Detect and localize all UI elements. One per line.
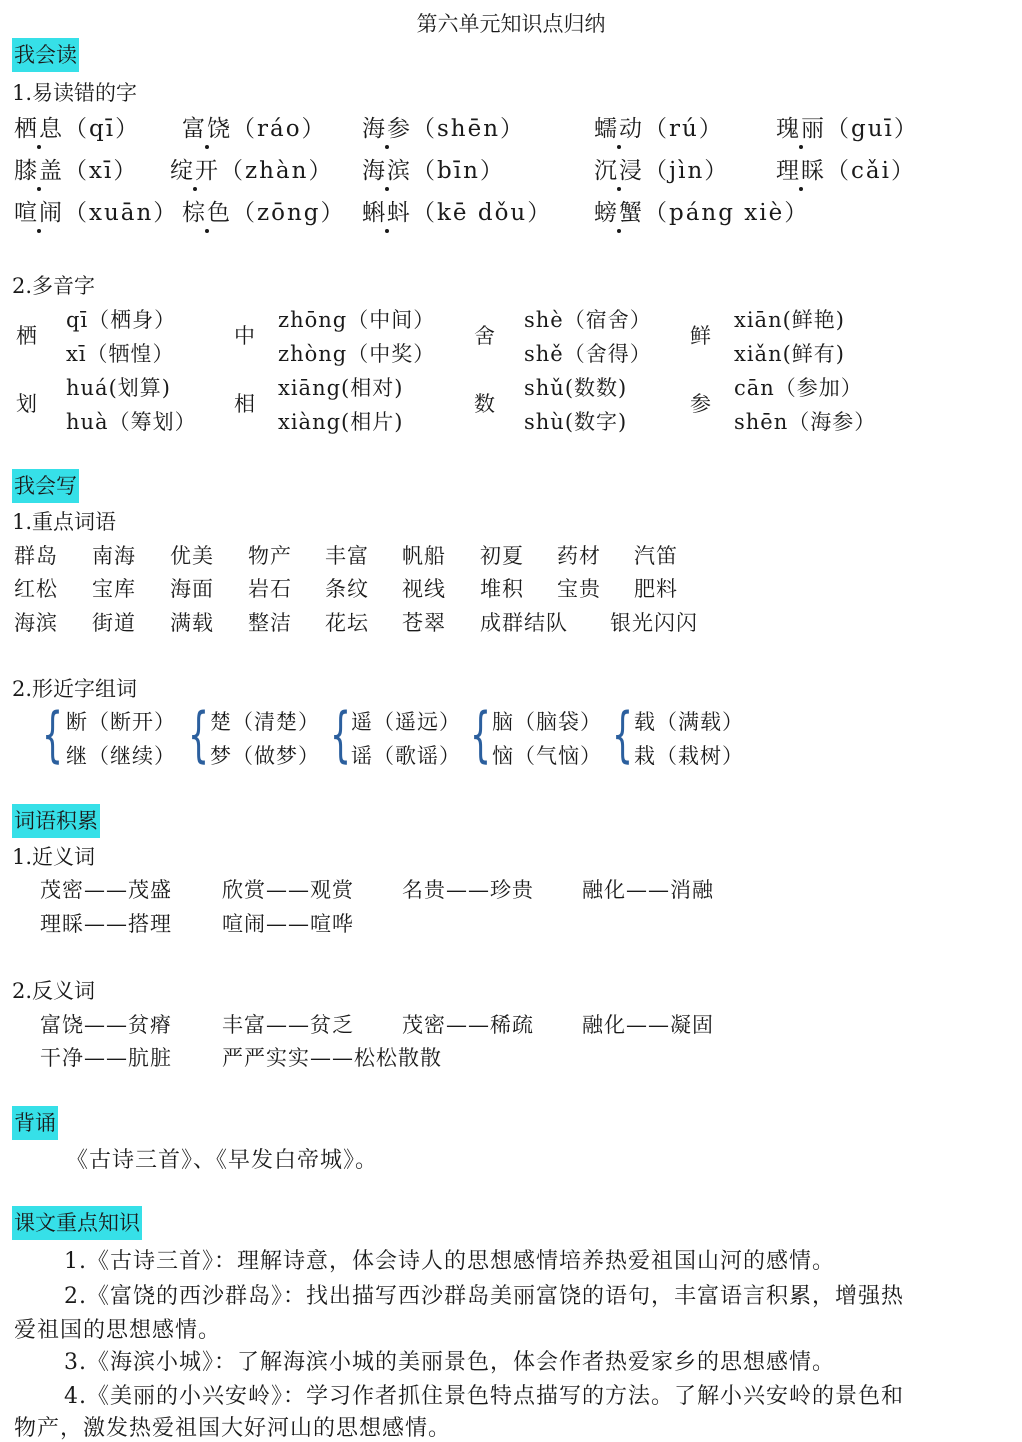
synonym-pair: 欣赏——观赏 [222,878,354,902]
pinyin: （kē dǒu） [412,200,553,226]
subheading-key-words: 1.重点词语 [12,510,117,534]
pair-item: 断（断开） [66,710,176,734]
pinyin: （xuān） [64,200,179,226]
subheading-misread-chars: 1.易读错的字 [12,81,138,105]
pair-item: 恼（气恼） [492,744,602,768]
synonym-pair: 茂密——茂盛 [40,878,172,902]
antonym-pair: 富饶——贫瘠 [40,1013,172,1037]
poly-char: 相 [234,392,255,416]
poly-reading: qī（栖身） [66,308,177,332]
key-point-4-line-2: 物产，激发热爱祖国大好河山的思想感情。 [14,1416,452,1441]
pinyin: （cǎi） [826,158,916,184]
word: 海滨 [362,152,412,185]
word: 南海 [92,544,136,568]
poly-reading: xiàng(相片) [278,410,404,434]
word: 红松 [14,577,58,601]
word: 满载 [170,611,214,635]
section-heading-write: 我会写 [12,469,79,503]
synonym-pair: 理睬——搭理 [40,912,172,936]
word: 海滨 [14,611,58,635]
poly-reading: zhōng（中间） [278,308,436,332]
word: 宝库 [92,577,136,601]
poly-reading: zhòng（中奖） [278,342,436,366]
word: 海面 [170,577,214,601]
poly-char: 参 [690,392,711,416]
pinyin: （ráo） [232,116,327,142]
pair-item: 谣（歌谣） [351,744,461,768]
key-point-2-line-1: 2.《富饶的西沙群岛》：找出描写西沙群岛美丽富饶的语句，丰富语言积累，增强热 [64,1284,904,1309]
subheading-synonyms: 1.近义词 [12,845,96,869]
subheading-similar-chars: 2.形近字组词 [12,677,138,701]
pair-item: 梦（做梦） [210,744,320,768]
recite-text: 《古诗三首》、《早发白帝城》。 [66,1148,379,1173]
poly-reading: shě（舍得） [524,342,652,366]
synonym-pair: 融化——消融 [582,878,714,902]
poly-reading: huá(划算) [66,376,171,400]
word: 蝌蚪 [362,194,412,227]
pinyin: （zōng） [232,200,346,226]
brace-icon: { [188,700,210,770]
antonym-pair: 融化——凝固 [582,1013,714,1037]
brace-icon: { [42,700,64,770]
brace-icon: { [470,700,492,770]
word: 蠕动 [594,110,644,143]
brace-icon: { [612,700,634,770]
word: 岩石 [248,577,292,601]
word: 膝盖 [14,152,64,185]
word: 栖息 [14,110,64,143]
word: 银光闪闪 [610,611,698,635]
poly-char: 中 [234,324,255,348]
word: 沉浸 [594,152,644,185]
pair-item: 栽（栽树） [634,744,744,768]
pinyin: （shēn） [412,116,526,142]
antonym-pair: 干净——肮脏 [40,1046,172,1070]
word: 富饶 [182,110,232,143]
word: 宝贵 [557,577,601,601]
pair-item: 遥（遥远） [351,710,461,734]
pinyin: （páng xiè） [644,200,810,226]
word: 海参 [362,110,412,143]
poly-reading: xiān(鲜艳) [734,308,845,332]
word: 药材 [557,544,601,568]
poly-reading: shù(数字) [524,410,628,434]
word: 视线 [402,577,446,601]
pair-item: 脑（脑袋） [492,710,602,734]
pair-item: 载（满载） [634,710,744,734]
key-point-3: 3.《海滨小城》：了解海滨小城的美丽景色，体会作者热爱家乡的思想感情。 [64,1350,835,1375]
poly-reading: xiāng(相对) [278,376,404,400]
pinyin: （zhàn） [220,158,334,184]
word: 成群结队 [480,611,568,635]
word: 绽开 [170,152,220,185]
key-point-1: 1.《古诗三首》：理解诗意，体会诗人的思想感情培养热爱祖国山河的感情。 [64,1249,835,1274]
synonym-pair: 喧闹——喧哗 [222,912,354,936]
word: 街道 [92,611,136,635]
word: 螃蟹 [594,194,644,227]
word: 棕色 [182,194,232,227]
pinyin: （guī） [826,116,919,142]
antonym-pair: 严严实实——松松散散 [222,1046,442,1070]
poly-char: 划 [16,392,37,416]
section-heading-key-knowledge: 课文重点知识 [12,1206,142,1240]
word: 优美 [170,544,214,568]
word: 丰富 [325,544,369,568]
pair-item: 继（继续） [66,744,176,768]
pinyin: （jìn） [644,158,730,184]
word: 整洁 [248,611,292,635]
subheading-polyphones: 2.多音字 [12,274,96,298]
pair-item: 楚（清楚） [210,710,320,734]
synonym-pair: 名贵——珍贵 [402,878,534,902]
pinyin: （qī） [64,116,141,142]
section-heading-vocab: 词语积累 [12,804,100,838]
word: 初夏 [480,544,524,568]
poly-reading: shǔ(数数) [524,376,628,400]
word: 帆船 [402,544,446,568]
word: 汽笛 [634,544,678,568]
word: 瑰丽 [776,110,826,143]
antonym-pair: 茂密——稀疏 [402,1013,534,1037]
pinyin: （bīn） [412,158,505,184]
word: 条纹 [325,577,369,601]
word: 群岛 [14,544,58,568]
page-title: 第六单元知识点归纳 [416,12,606,36]
brace-icon: { [330,700,352,770]
key-point-4-line-1: 4.《美丽的小兴安岭》：学习作者抓住景色特点描写的方法。了解小兴安岭的景色和 [64,1384,904,1409]
pinyin: （rú） [644,116,724,142]
word: 苍翠 [402,611,446,635]
poly-char: 数 [474,392,495,416]
word: 喧闹 [14,194,64,227]
poly-char: 舍 [474,324,495,348]
section-heading-recite: 背诵 [12,1106,58,1140]
word: 物产 [248,544,292,568]
section-heading-read: 我会读 [12,38,79,72]
subheading-antonyms: 2.反义词 [12,979,96,1003]
poly-reading: shēn（海参） [734,410,877,434]
poly-reading: cān（参加） [734,376,863,400]
antonym-pair: 丰富——贫乏 [222,1013,354,1037]
poly-char: 鲜 [690,324,711,348]
poly-char: 栖 [16,324,37,348]
word: 花坛 [325,611,369,635]
poly-reading: xiǎn(鲜有) [734,342,845,366]
word: 堆积 [480,577,524,601]
key-point-2-line-2: 爱祖国的思想感情。 [14,1318,222,1343]
word: 肥料 [634,577,678,601]
pinyin: （xī） [64,158,139,184]
word: 理睬 [776,152,826,185]
poly-reading: shè（宿舍） [524,308,652,332]
poly-reading: huà（筹划） [66,410,197,434]
poly-reading: xī（牺惶） [66,342,175,366]
